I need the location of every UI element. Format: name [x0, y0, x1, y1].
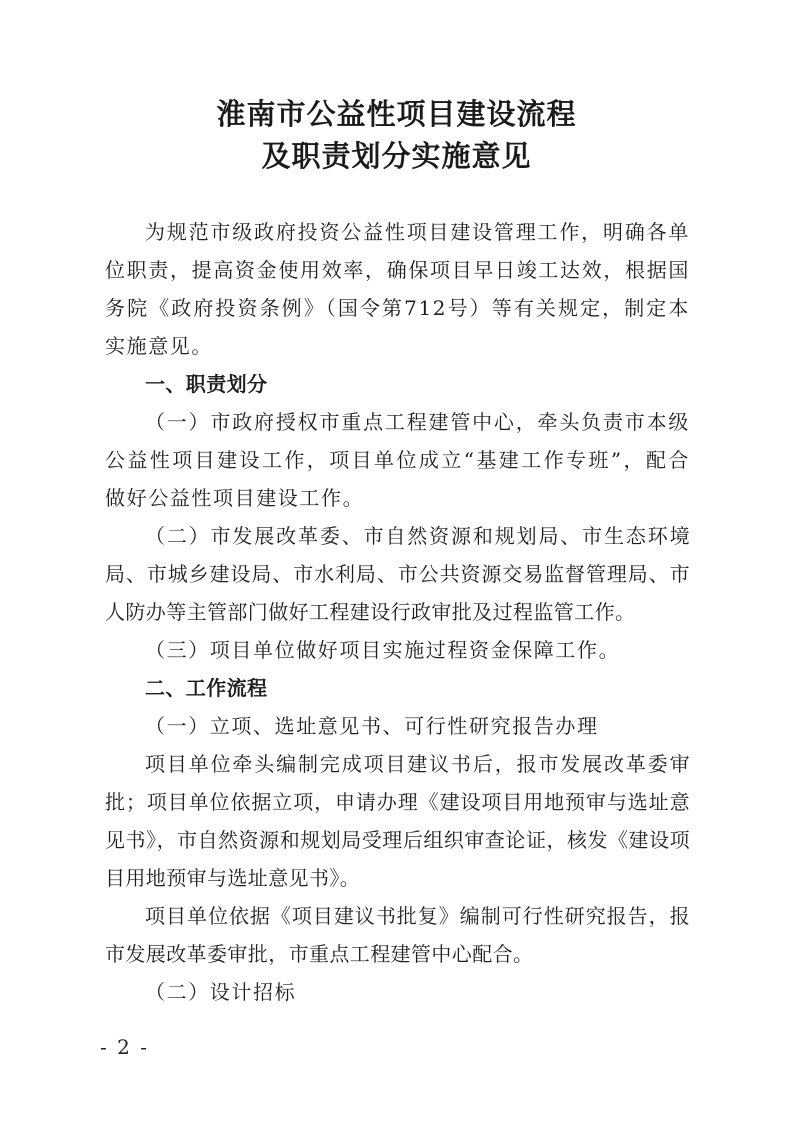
document-title-line-1: 淮南市公益性项目建设流程 — [216, 97, 577, 131]
section-2-heading: 二、工作流程 — [145, 676, 268, 700]
section-2-item-1-paragraph-2: 项目单位依据《项目建议书批复》编制可行性研究报告，报市发展改革委审批，市重点工程建管中心配合。 — [105, 904, 690, 966]
section-1-item-1: （一）市政府授权市重点工程建管中心，牵头负责市本级公益性项目建设工作，项目单位成立“基建工作专班”，配合做好公益性项目建设工作。 — [105, 410, 690, 510]
section-2-item-2-heading: （二）设计招标 — [145, 980, 297, 1004]
page-number: - 2 - — [100, 1035, 149, 1059]
section-1-heading: 一、职责划分 — [145, 372, 268, 396]
section-2-item-1-heading: （一）立项、选址意见书、可行性研究报告办理 — [145, 714, 599, 738]
intro-paragraph: 为规范市级政府投资公益性项目建设管理工作，明确各单位职责，提高资金使用效率，确保项目早日竣工达效，根据国务院《政府投资条例》（国令第712号）等有关规定，制定本实施意见。 — [105, 220, 690, 358]
section-1-item-2: （二）市发展改革委、市自然资源和规划局、市生态环境局、市城乡建设局、市水利局、市公共资源交易监督管理局、市人防办等主管部门做好工程建设行政审批及过程监管工作。 — [105, 524, 690, 624]
document-body — [105, 213, 690, 1011]
document-title-line-2: 及职责划分实施意见 — [261, 139, 532, 173]
section-2-item-1-paragraph-1: 项目单位牵头编制完成项目建议书后，报市发展改革委审批；项目单位依据立项，申请办理《建设项目用地预审与选址意见书》，市自然资源和规划局受理后组织审查论证，核发《建设项目用地预审与选址意见书》。 — [105, 752, 690, 890]
section-1-item-3: （三）项目单位做好项目实施过程资金保障工作。 — [145, 638, 621, 662]
